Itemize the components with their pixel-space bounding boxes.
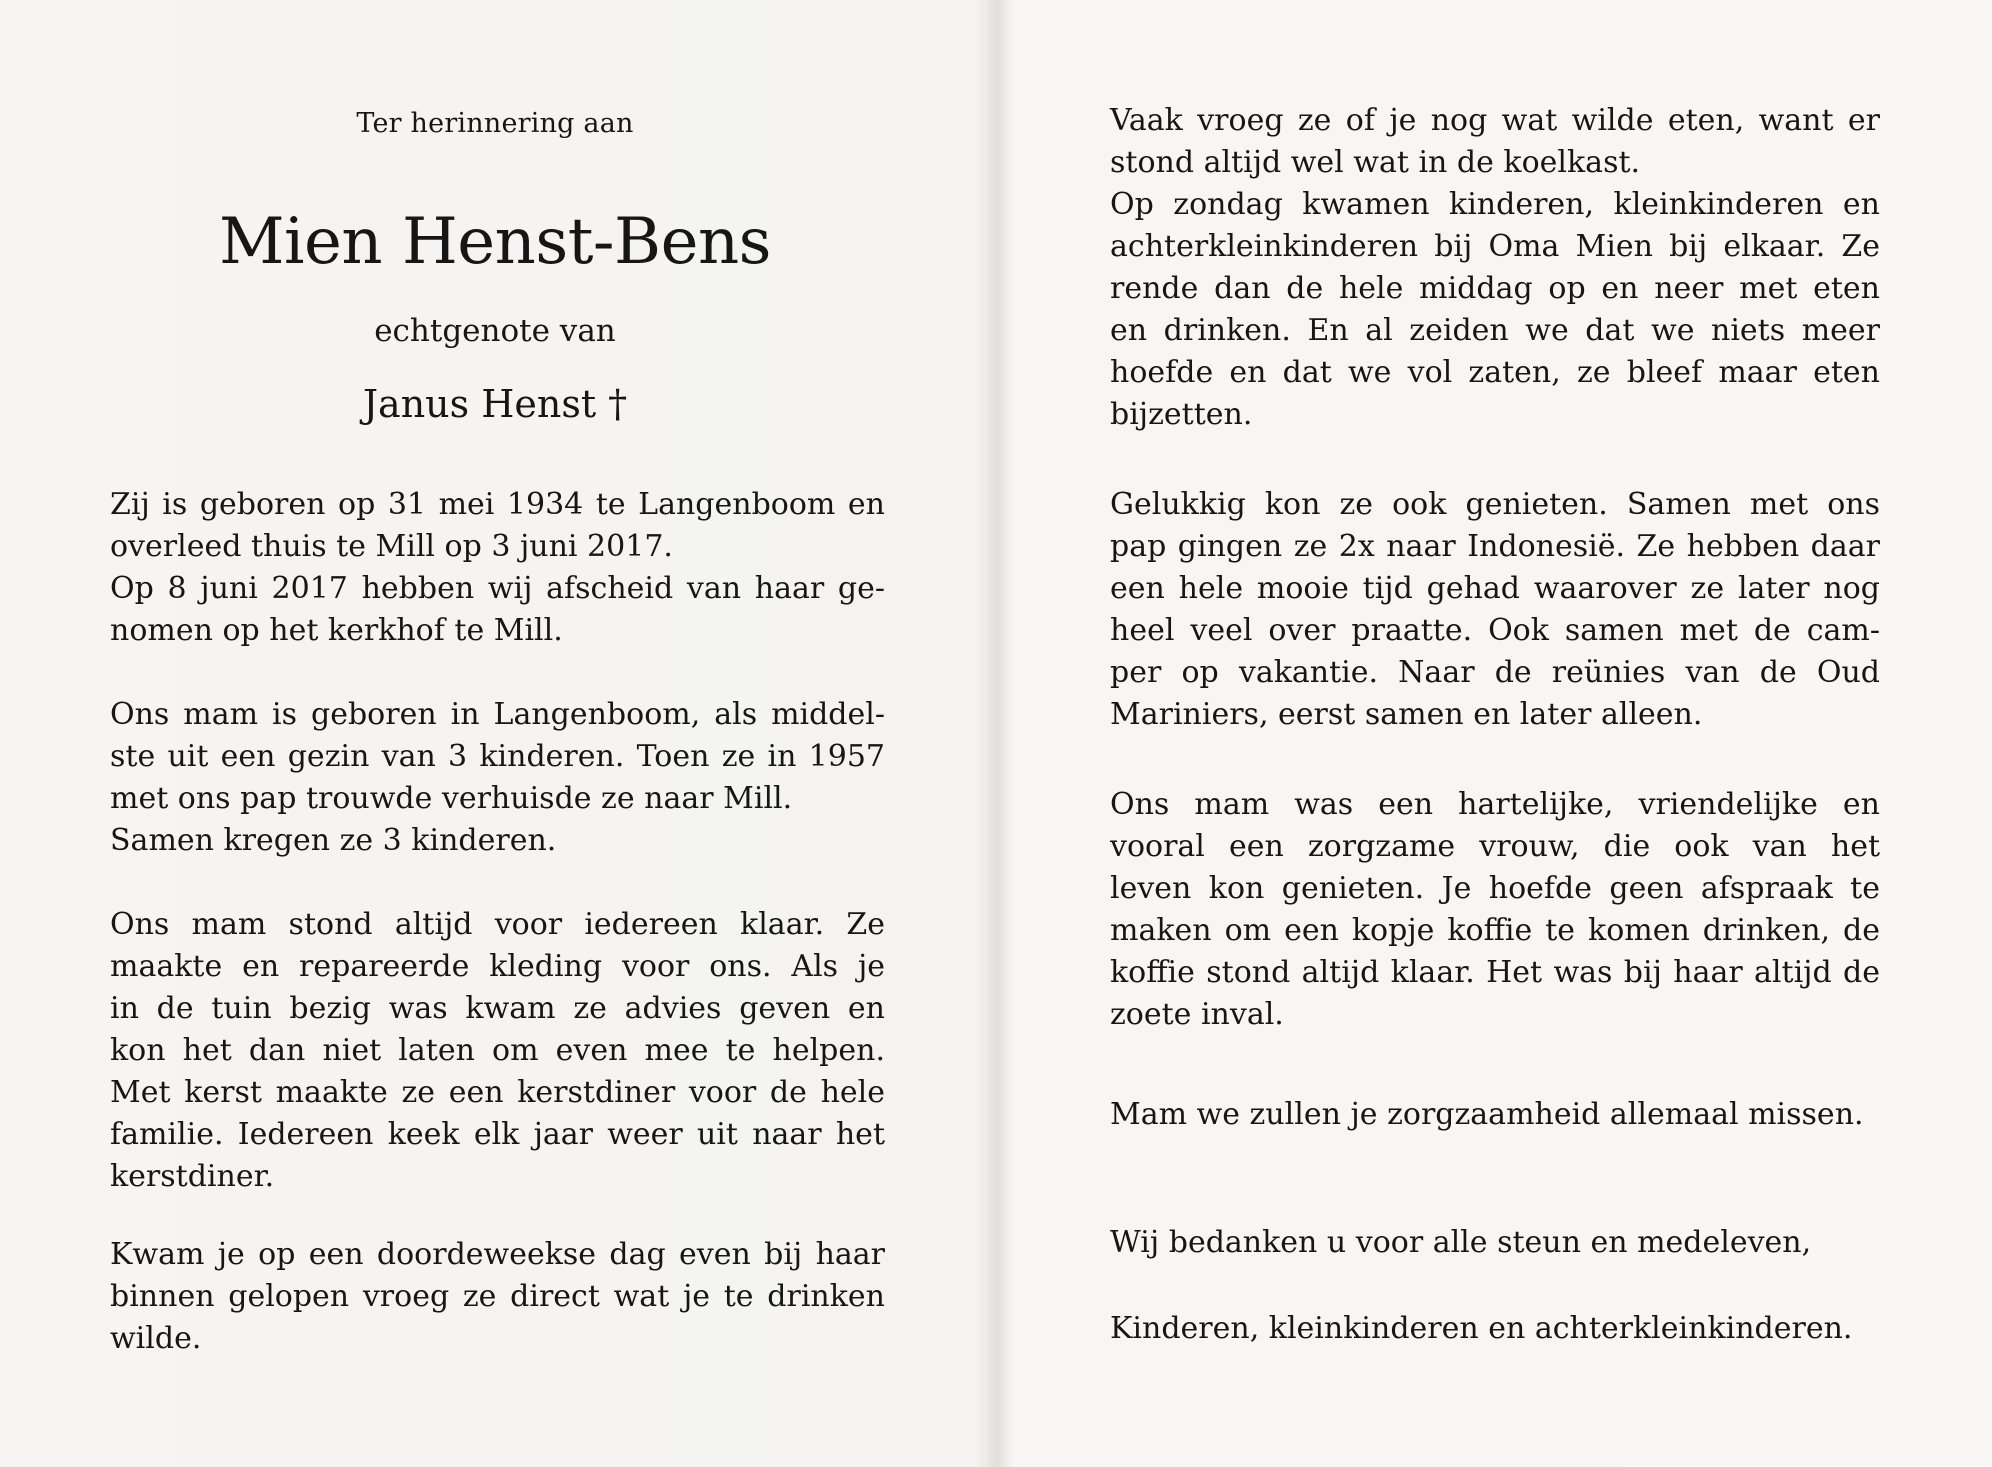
text-line: en drinken. En al zeiden we dat we niets meer xyxy=(1110,313,1880,348)
text-line: Ons mam is geboren in Langenboom, als middel- xyxy=(110,697,885,732)
text-line: Mariniers, eerst samen en later alleen. xyxy=(1110,697,1703,732)
text-line: Met kerst maakte ze een kerstdiner voor de hele xyxy=(110,1075,885,1110)
left-page xyxy=(110,0,885,1467)
text-line: Kinderen, kleinkinderen en achterkleinkinderen. xyxy=(1110,1311,1853,1346)
paragraph-character xyxy=(1110,784,1880,1036)
text-line: zoete inval. xyxy=(1110,997,1284,1032)
text-line: per op vakantie. Naar de reünies van de Oud xyxy=(1110,655,1880,690)
text-line: Wij bedanken u voor alle steun en medeleven, xyxy=(1110,1225,1812,1260)
text-line: rende dan de hele middag op en neer met eten xyxy=(1110,271,1880,306)
text-line: ste uit een gezin van 3 kinderen. Toen ze in 1957 xyxy=(110,739,885,774)
spouse-name: Janus Henst † xyxy=(362,382,628,426)
text-line: Gelukkig kon ze ook genieten. Samen met ons xyxy=(1110,487,1880,522)
spouse-intro-text: echtgenote van xyxy=(374,313,616,349)
text-line: Ons mam was een hartelijke, vriendelijke en xyxy=(1110,787,1880,822)
text-line: vooral een zorgzame vrouw, die ook van het xyxy=(1110,829,1880,864)
text-line: hoefde en dat we vol zaten, ze bleef maar eten xyxy=(1110,355,1880,390)
paragraph-caring xyxy=(110,904,885,1198)
text-line: pap gingen ze 2x naar Indonesië. Ze hebben daar xyxy=(1110,529,1880,564)
text-line: maken om een kopje koffie te komen drinken, de xyxy=(1110,913,1880,948)
text-line: binnen gelopen vroeg ze direct wat je te drinken xyxy=(110,1279,885,1314)
card-fold xyxy=(988,0,1010,1467)
paragraph-thanks xyxy=(1110,1222,1880,1264)
text-line: familie. Iedereen keek elk jaar weer uit naar het xyxy=(110,1117,885,1152)
text-line: Op zondag kwamen kinderen, kleinkinderen en xyxy=(1110,187,1880,222)
text-line: bijzetten. xyxy=(1110,397,1253,432)
text-line: heel veel over praatte. Ook samen met de cam- xyxy=(1110,613,1880,648)
text-line: achterkleinkinderen bij Oma Mien bij elkaar. Ze xyxy=(1110,229,1880,264)
deceased-name: Mien Henst-Bens xyxy=(219,205,771,279)
text-line: kerstdiner. xyxy=(110,1159,275,1194)
text-line: Kwam je op een doordeweekse dag even bij haar xyxy=(110,1237,885,1272)
text-line: Op 8 juni 2017 hebben wij afscheid van haar ge- xyxy=(110,571,885,606)
text-line: in de tuin bezig was kwam ze advies geven en xyxy=(110,991,885,1026)
text-line: overleed thuis te Mill op 3 juni 2017. xyxy=(110,529,673,564)
paragraph-signature xyxy=(1110,1308,1880,1350)
right-page xyxy=(1110,0,1880,1467)
text-line: leven kon genieten. Je hoefde geen afspraak te xyxy=(1110,871,1880,906)
text-line: Vaak vroeg ze of je nog wat wilde eten, want er xyxy=(1110,103,1880,138)
text-line: Mam we zullen je zorgzaamheid allemaal missen. xyxy=(1110,1097,1864,1132)
text-line: wilde. xyxy=(110,1321,202,1356)
text-line: Zij is geboren op 31 mei 1934 te Langenboom en xyxy=(110,487,885,522)
text-line: maakte en repareerde kleding voor ons. Als je xyxy=(110,949,885,984)
text-line: een hele mooie tijd gehad waarover ze later nog xyxy=(1110,571,1880,606)
text-line: koffie stond altijd klaar. Het was bij haar altijd de xyxy=(1110,955,1880,990)
paragraph-birth-death xyxy=(110,484,885,652)
intro-text: Ter herinnering aan xyxy=(356,108,634,139)
paragraph-family xyxy=(110,694,885,862)
paragraph-visit xyxy=(110,1234,885,1360)
text-line: Samen kregen ze 3 kinderen. xyxy=(110,823,557,858)
text-line: Ons mam stond altijd voor iedereen klaar. Ze xyxy=(110,907,885,942)
text-line: kon het dan niet laten om even mee te helpen. xyxy=(110,1033,885,1068)
text-line: stond altijd wel wat in de koelkast. xyxy=(1110,145,1641,180)
paragraph-sunday xyxy=(1110,100,1880,436)
text-line: nomen op het kerkhof te Mill. xyxy=(110,613,563,648)
paragraph-travel xyxy=(1110,484,1880,736)
text-line: met ons pap trouwde verhuisde ze naar Mill. xyxy=(110,781,793,816)
paragraph-missing xyxy=(1110,1094,1880,1136)
